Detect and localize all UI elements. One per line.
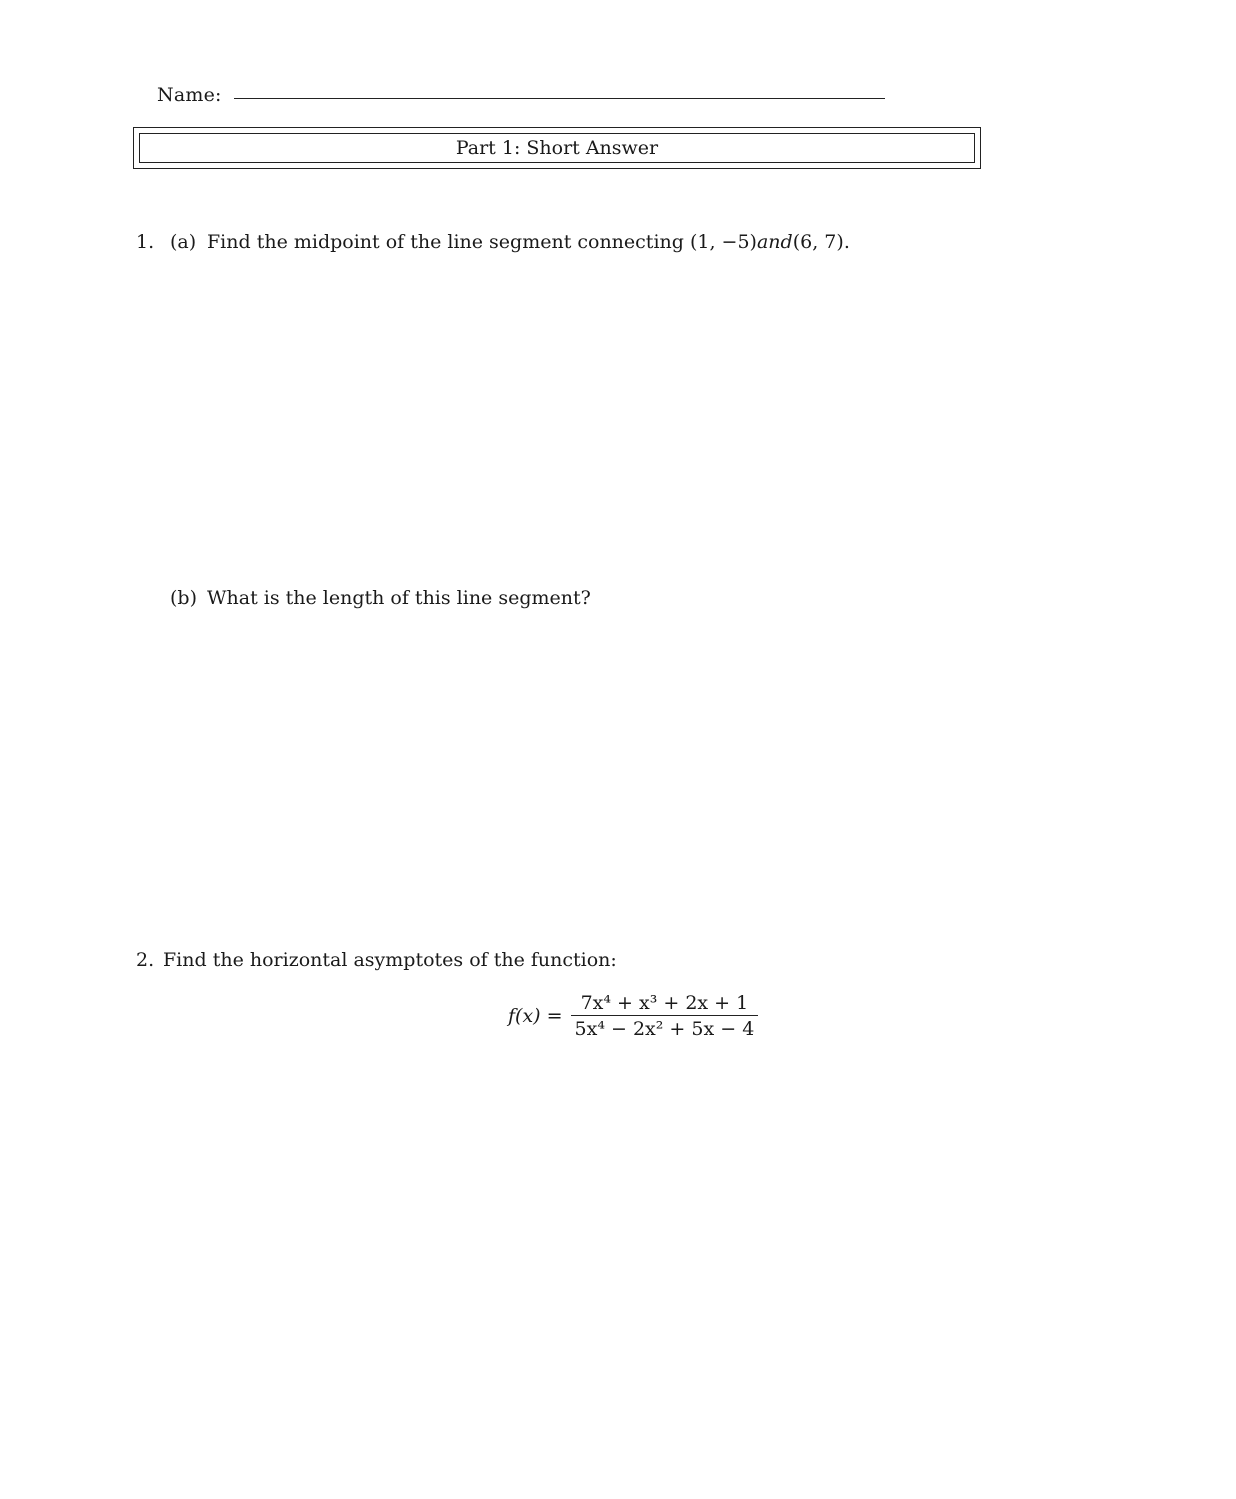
question-1b-label: (b) (170, 587, 197, 609)
formula-lhs: f(x) = (508, 1005, 563, 1027)
name-label: Name: (157, 84, 222, 106)
question-1a-label: (a) (170, 231, 197, 253)
question-2-number: 2. (136, 949, 155, 971)
question-1-number: 1. (136, 231, 155, 253)
rational-function-formula (508, 992, 758, 1040)
name-blank-line (234, 98, 885, 99)
formula-fraction (571, 992, 759, 1040)
question-2-text: Find the horizontal asymptotes of the function: (163, 949, 617, 971)
section-title: Part 1: Short Answer (455, 137, 659, 159)
question-1b-text: What is the length of this line segment? (207, 587, 591, 609)
section-title-inner-box (139, 133, 975, 163)
section-title-box (133, 127, 981, 169)
question-1a-math: (1, −5)and(6, 7) (689, 231, 844, 253)
formula-numerator: 7x⁴ + x³ + 2x + 1 (580, 992, 749, 1014)
formula-denominator: 5x⁴ − 2x² + 5x − 4 (571, 1015, 759, 1040)
question-1a-text (207, 231, 850, 253)
question-1a-text-after: . (843, 231, 850, 253)
question-1a-text-before: Find the midpoint of the line segment connecting (207, 231, 690, 253)
